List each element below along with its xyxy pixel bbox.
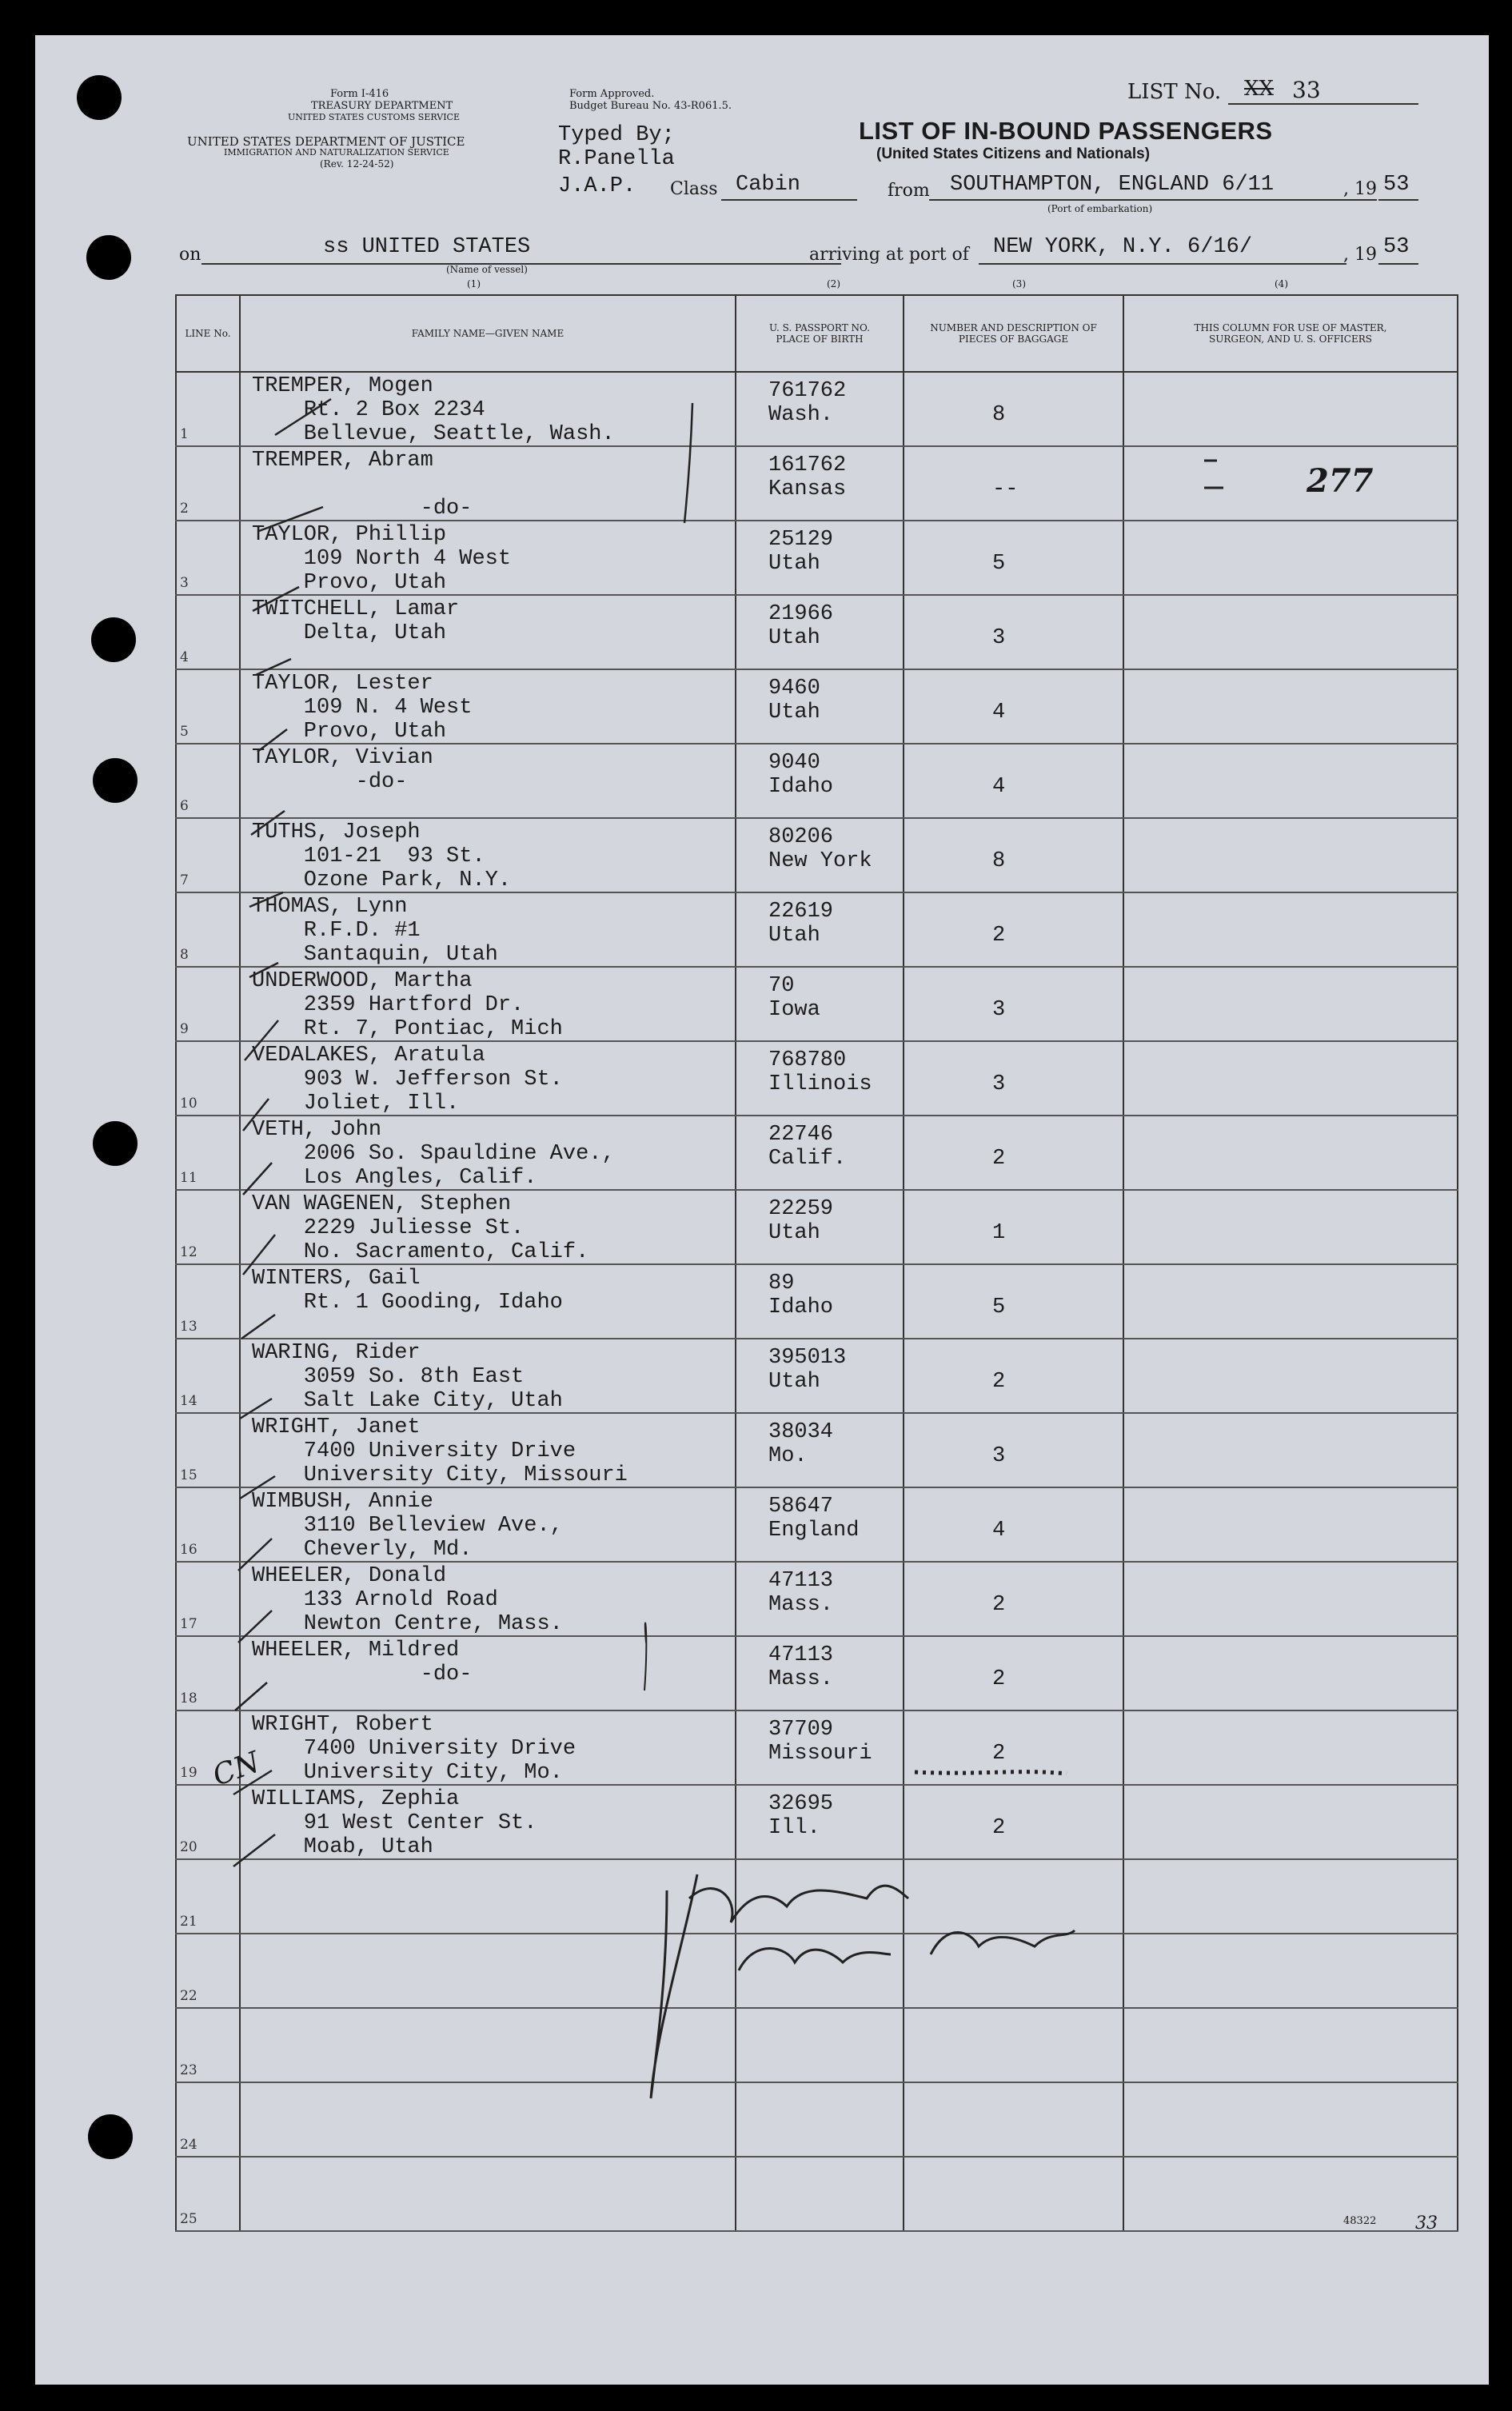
officer-cell [1123,521,1458,595]
passenger-name: WRIGHT, Janet 7400 University Drive University City, Missouri [252,1415,628,1487]
table-row [176,2082,1458,2157]
passport-birthplace: 22259 Utah [768,1197,834,1245]
line-number: 14 [180,1393,197,1409]
baggage-count: 2 [992,1742,1006,1766]
passenger-name: TREMPER, Abram -do- [252,449,473,521]
customs-service: UNITED STATES CUSTOMS SERVICE [288,112,460,122]
from-year-prefix: , 19 [1343,179,1377,199]
passport-birthplace: 32695 Ill. [768,1792,834,1840]
officer-cell [1123,669,1458,744]
line-number: 18 [180,1690,197,1706]
passport-birthplace: 38034 Mo. [768,1420,834,1468]
table-row [176,1562,1458,1636]
vessel-name: ss UNITED STATES [323,235,531,259]
punch-hole [88,2114,133,2159]
port-of-embarkation: SOUTHAMPTON, ENGLAND 6/11 [950,173,1275,197]
punch-hole [77,75,122,120]
baggage-count: 1 [992,1221,1006,1245]
line-number: 11 [180,1170,197,1186]
on-label: on [179,245,201,265]
officer-cell [1123,1562,1458,1636]
arrival-year-prefix: , 19 [1343,245,1377,265]
passport-birthplace: 768780 Illinois [768,1048,872,1096]
passport-birthplace: 9460 Utah [768,677,820,724]
line-number: 22 [180,1988,197,2004]
passenger-name: WINTERS, Gail Rt. 1 Gooding, Idaho [252,1267,563,1315]
col-header-baggage: NUMBER AND DESCRIPTION OF PIECES OF BAGGAGE [904,295,1123,372]
baggage-count: 2 [992,1147,1006,1171]
line-number: 10 [180,1096,197,1112]
officer-cell [1123,1934,1458,2008]
punch-hole [86,235,131,280]
class-value: Cabin [736,173,801,197]
officer-cell [1123,1116,1458,1190]
line-number: 3 [180,575,189,591]
arriving-label: arriving at port of [809,245,969,265]
line-number: 9 [180,1021,189,1037]
table-row [176,2008,1458,2082]
passport-birthplace: 25129 Utah [768,528,834,576]
baggage-count: -- [992,477,1019,501]
line-number: 2 [180,501,189,517]
baggage-count: 3 [992,626,1006,650]
table-row [176,372,1458,446]
baggage-count: 4 [992,1519,1006,1543]
typed-by: Typed By; [558,123,675,147]
baggage-count: 8 [992,403,1006,427]
line-number: 6 [180,798,189,814]
line-number: 16 [180,1542,197,1558]
passenger-name: TUTHS, Joseph 101-21 93 St. Ozone Park, N.Y. [252,820,512,892]
table-row [176,595,1458,669]
passport-birthplace: 80206 New York [768,825,872,873]
col-header-officers: THIS COLUMN FOR USE OF MASTER, SURGEON, AND U. S. OFFICERS [1123,295,1458,372]
line-number: 7 [180,872,189,888]
passenger-name: TAYLOR, Phillip 109 North 4 West Provo, Utah [252,523,512,595]
passenger-name: VAN WAGENEN, Stephen 2229 Juliesse St. No. Sacramento, Calif. [252,1192,589,1264]
line-number: 24 [180,2137,197,2153]
passenger-name: WRIGHT, Robert 7400 University Drive University City, Mo. [252,1713,576,1785]
col-header-line: LINE No. [176,295,240,372]
passport-birthplace: 9040 Idaho [768,751,834,799]
line-number: 21 [180,1914,197,1930]
port-caption: (Port of embarkation) [1047,203,1153,214]
class-label: Class [670,179,718,199]
officer-cell [1123,2157,1458,2231]
passenger-name: WIMBUSH, Annie 3110 Belleview Ave., Cheverly, Md. [252,1490,563,1562]
passport-birthplace: 47113 Mass. [768,1569,834,1617]
form-subtitle: (United States Citizens and Nationals) [876,146,1151,162]
passenger-name: TAYLOR, Lester 109 N. 4 West Provo, Utah [252,672,473,744]
form-title: LIST OF IN-BOUND PASSENGERS [859,117,1273,145]
officer-note: 277 [1307,462,1374,500]
baggage-count: 2 [992,1370,1006,1394]
punch-hole [93,1121,138,1166]
passport-birthplace: 761762 Wash. [768,379,847,427]
line-number: 15 [180,1467,197,1483]
col-header-passport: U. S. PASSPORT NO. PLACE OF BIRTH [736,295,904,372]
baggage-count: 3 [992,1444,1006,1468]
table-row [176,1116,1458,1190]
passport-birthplace: 47113 Mass. [768,1643,834,1691]
officer-cell [1123,2008,1458,2082]
officer-cell [1123,1710,1458,1785]
from-year: 53 [1383,173,1410,197]
table-row [176,892,1458,967]
baggage-count: 4 [992,701,1006,724]
table-row [176,1487,1458,1562]
baggage-count: 8 [992,849,1006,873]
col-header-name: FAMILY NAME—GIVEN NAME [240,295,736,372]
arrival-year: 53 [1383,235,1410,259]
passport-birthplace: 21966 Utah [768,602,834,650]
line-number: 1 [180,426,189,442]
baggage-count: 5 [992,1295,1006,1319]
col-number-4: (4) [1275,278,1288,289]
officer-cell [1123,1041,1458,1116]
table-row [176,744,1458,818]
form-number: Form I-416 [330,88,389,100]
line-number: 17 [180,1616,197,1632]
table-row [176,1041,1458,1116]
line-number: 23 [180,2062,197,2078]
officer-cell [1123,2082,1458,2157]
treasury-dept: TREASURY DEPARTMENT [311,100,453,112]
passenger-name: UNDERWOOD, Martha 2359 Hartford Dr. Rt. 7, Pontiac, Mich [252,969,563,1041]
passport-birthplace: 89 Idaho [768,1271,834,1319]
col-number-3: (3) [1012,278,1026,289]
margin-mark: CN [208,1746,265,1793]
passenger-name: THOMAS, Lynn R.F.D. #1 Santaquin, Utah [252,895,498,967]
table-row [176,1636,1458,1710]
passenger-name: WILLIAMS, Zephia 91 West Center St. Moab, Utah [252,1787,537,1859]
table-row [176,818,1458,892]
officer-cell [1123,1785,1458,1859]
officer-cell [1123,1636,1458,1710]
punch-hole [93,758,138,803]
table-row [176,1190,1458,1264]
passenger-name: WARING, Rider 3059 So. 8th East Salt Lake City, Utah [252,1341,563,1413]
table-row [176,1339,1458,1413]
officer-cell [1123,595,1458,669]
officer-cell [1123,818,1458,892]
passport-birthplace: 395013 Utah [768,1346,847,1394]
footer-page: 33 [1415,2213,1438,2233]
typist-initials: J.A.P. [558,174,636,198]
officer-cell [1123,892,1458,967]
baggage-count: 3 [992,1072,1006,1096]
table-row [176,1785,1458,1859]
baggage-count: 2 [992,1816,1006,1840]
table-row [176,2157,1458,2231]
baggage-count: 4 [992,775,1006,799]
officer-cell [1123,1264,1458,1339]
line-number: 8 [180,947,189,963]
table-row [176,967,1458,1041]
list-number-label: LIST No. [1127,80,1222,104]
table-row [176,446,1458,521]
passenger-name: TREMPER, Mogen Rt. 2 Box 2234 Bellevue, Seattle, Wash. [252,374,615,446]
line-number: 13 [180,1319,197,1335]
list-number: 33 [1292,77,1321,103]
passport-birthplace: 70 Iowa [768,974,820,1022]
form-page [35,35,1489,2385]
form-approved: Form Approved. [569,88,655,100]
passenger-name: TWITCHELL, Lamar Delta, Utah [252,597,460,645]
from-label: from [888,181,930,201]
baggage-count: 2 [992,1593,1006,1617]
table-row [176,1413,1458,1487]
baggage-count: 2 [992,924,1006,948]
col-number-1: (1) [467,278,481,289]
officer-cell [1123,1190,1458,1264]
punch-hole [91,617,136,662]
passport-birthplace: 22619 Utah [768,900,834,948]
officer-cell [1123,744,1458,818]
officer-cell [1123,1859,1458,1934]
line-number: 5 [180,724,189,740]
passenger-name: VEDALAKES, Aratula 903 W. Jefferson St. Joliet, Ill. [252,1044,563,1116]
arrival-port: NEW YORK, N.Y. 6/16/ [993,235,1253,259]
justice-dept: UNITED STATES DEPARTMENT OF JUSTICE [187,134,465,149]
passenger-name: VETH, John 2006 So. Spauldine Ave., Los Angles, Calif. [252,1118,615,1190]
baggage-count: 5 [992,552,1006,576]
passenger-name: TAYLOR, Vivian -do- [252,746,433,794]
passport-birthplace: 37709 Missouri [768,1718,872,1766]
officer-cell [1123,446,1458,521]
line-number: 25 [180,2211,197,2227]
officer-cell [1123,372,1458,446]
officer-cell [1123,1487,1458,1562]
revision: (Rev. 12-24-52) [320,158,394,170]
passenger-name: WHEELER, Mildred -do- [252,1639,473,1687]
typist-name: R.Panella [558,147,675,171]
table-header-row [176,295,1458,372]
passport-birthplace: 22746 Calif. [768,1123,847,1171]
officer-cell [1123,967,1458,1041]
table-row [176,1264,1458,1339]
footer-code: 48322 [1343,2215,1377,2227]
line-number: 20 [180,1839,197,1855]
passport-birthplace: 58647 England [768,1495,860,1543]
table-row [176,521,1458,595]
baggage-count: 3 [992,998,1006,1022]
passenger-name: WHEELER, Donald 133 Arnold Road Newton Centre, Mass. [252,1564,563,1636]
list-number-struck: XX [1244,77,1275,101]
officer-cell [1123,1339,1458,1413]
table-row [176,1710,1458,1785]
budget-bureau: Budget Bureau No. 43-R061.5. [569,100,732,112]
officer-cell [1123,1413,1458,1487]
line-number: 4 [180,649,189,665]
line-number: 12 [180,1244,197,1260]
immigration-service: IMMIGRATION AND NATURALIZATION SERVICE [224,147,449,158]
col-number-2: (2) [827,278,840,289]
vessel-caption: (Name of vessel) [446,264,528,275]
table-row [176,669,1458,744]
passport-birthplace: 161762 Kansas [768,453,847,501]
line-number: 19 [180,1765,197,1781]
baggage-count: 2 [992,1667,1006,1691]
